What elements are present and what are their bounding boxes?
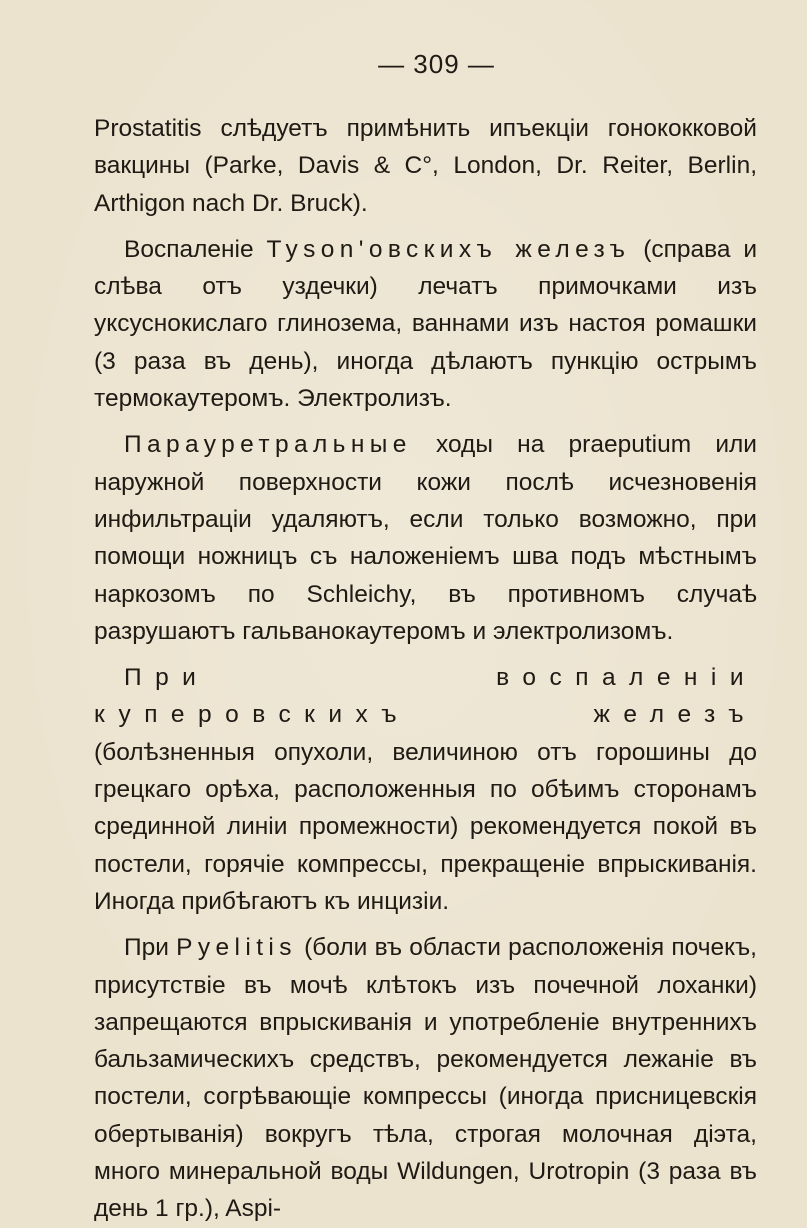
paragraph-pyelitis-lead: При <box>124 934 177 962</box>
page-number: — 309 — <box>378 49 495 79</box>
paragraph-pyelitis-text: (боли въ области расположенія почекъ, присутствіе въ мочѣ клѣтокъ изъ почечной лоханки) запрещаются впрыскиванія и употребленіе внутреннихъ бальзамическихъ средствъ, рекомендуется лежаніе въ постели, согрѣвающіе компрессы (иногда присницевскія обертыванія) вокругъ тѣла, строгая молочная діэта, много минеральной воды Wildungen, Urotropin (3 раза въ день 1 гр.), Aspi- <box>94 934 757 1223</box>
paragraph-tyson-glands <box>94 231 757 417</box>
paragraph-paraurethral-text: ходы на praeputium или наружной поверхности кожи послѣ исчезновенія инфильтраціи удаляютъ, если только возможно, при помощи ножницъ съ наложеніемъ шва подъ мѣстнымъ наркозомъ по Schleichy, въ противномъ случаѣ разрушаютъ гальванокаутеромъ и электролизомъ. <box>94 431 757 645</box>
paragraph-paraurethral-term: Парауретральные <box>124 431 412 459</box>
paragraph-tyson-term: Tyson'овскихъ железъ <box>266 235 631 263</box>
paragraph-pyelitis-term: Pyelitis <box>176 934 297 962</box>
paragraph-cowper-text: (болѣзненныя опухоли, величиною отъ горошины до грецкаго орѣха, расположенныя по обѣимъ сторонамъ срединной линіи промежности) рекомендуется покой въ постели, горячіе компрессы, прекращеніе впрыскиванія. Иногда прибѣгаютъ къ инцизіи. <box>94 738 757 915</box>
paragraph-cowper-glands <box>94 659 757 920</box>
body-text <box>94 110 757 1228</box>
paragraph-tyson-lead: Воспаленіе <box>124 235 267 263</box>
paragraph-paraurethral <box>94 426 757 650</box>
paragraph-tyson-text: (справа и слѣва отъ уздечки) лечатъ примочками изъ уксуснокислаго глинозема, ваннами изъ настоя ромашки (3 раза въ день), иногда дѣлаютъ пункцію острымъ термокаутеромъ. Электролизъ. <box>94 235 758 413</box>
paragraph-prostatitis <box>94 110 757 222</box>
paragraph-cowper-term: При воспаленіи куперовскихъ железъ <box>94 664 757 729</box>
paragraph-prostatitis-text: Prostatitis слѣдуетъ примѣнить ипъекціи гонококковой вакцины (Parke, Davis & C°, London, Dr. Reiter, Berlin, Arthigon nach Dr. Bruck). <box>94 115 757 217</box>
paragraph-pyelitis <box>94 929 757 1227</box>
